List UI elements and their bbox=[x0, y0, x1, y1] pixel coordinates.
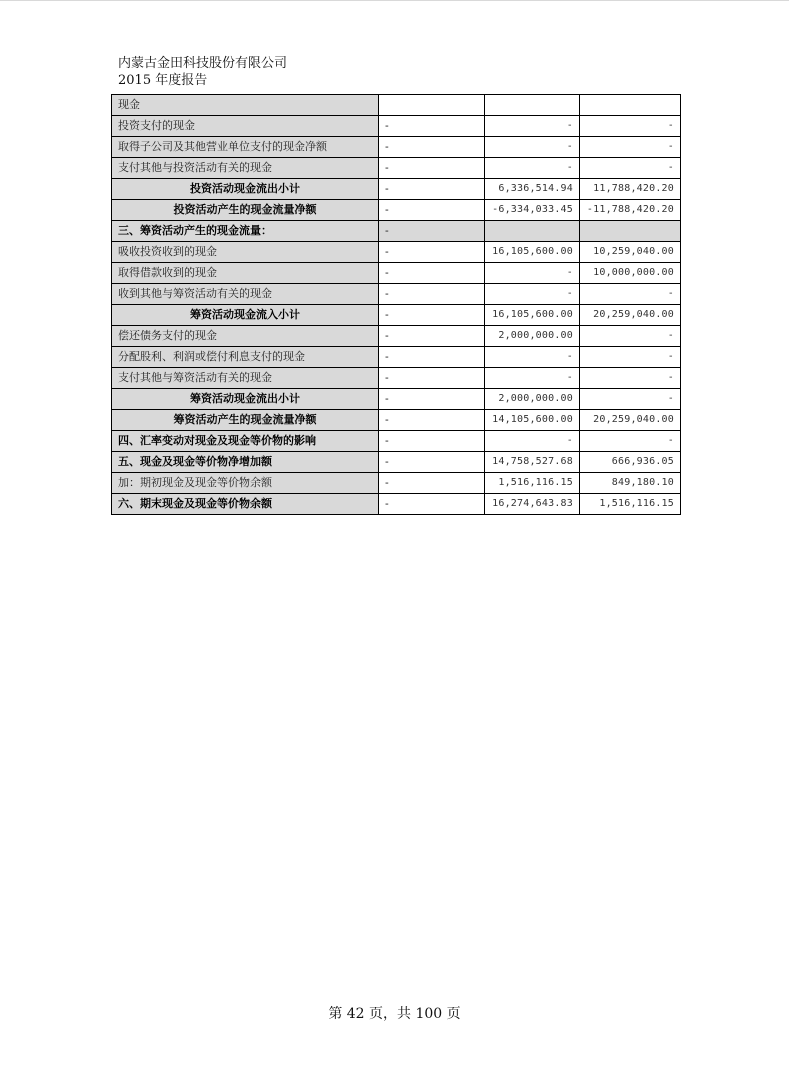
row-prior-amount: -11,788,420.20 bbox=[580, 200, 681, 221]
table-row bbox=[112, 305, 681, 326]
page-number: 第 42 页，共 100 页 bbox=[328, 1006, 461, 1022]
table-row bbox=[112, 158, 681, 179]
row-note: - bbox=[379, 410, 485, 431]
row-note bbox=[379, 95, 485, 116]
row-prior-amount: - bbox=[580, 368, 681, 389]
row-note: - bbox=[379, 242, 485, 263]
row-label: 取得借款收到的现金 bbox=[112, 263, 379, 284]
row-label: 支付其他与筹资活动有关的现金 bbox=[112, 368, 379, 389]
table-row bbox=[112, 263, 681, 284]
row-current-amount: 16,105,600.00 bbox=[485, 305, 580, 326]
row-current-amount: - bbox=[485, 116, 580, 137]
row-note: - bbox=[379, 200, 485, 221]
row-label: 分配股利、利润或偿付利息支付的现金 bbox=[112, 347, 379, 368]
row-note: - bbox=[379, 179, 485, 200]
row-label: 收到其他与筹资活动有关的现金 bbox=[112, 284, 379, 305]
row-note: - bbox=[379, 116, 485, 137]
row-prior-amount: - bbox=[580, 326, 681, 347]
row-label: 取得子公司及其他营业单位支付的现金净额 bbox=[112, 137, 379, 158]
table-row bbox=[112, 242, 681, 263]
table-row bbox=[112, 494, 681, 515]
row-note: - bbox=[379, 158, 485, 179]
row-note: - bbox=[379, 326, 485, 347]
row-note: - bbox=[379, 473, 485, 494]
row-note: - bbox=[379, 347, 485, 368]
row-current-amount: - bbox=[485, 137, 580, 158]
row-label: 六、期末现金及现金等价物余额 bbox=[112, 494, 379, 515]
row-current-amount: 16,105,600.00 bbox=[485, 242, 580, 263]
row-current-amount: - bbox=[485, 347, 580, 368]
row-label: 五、现金及现金等价物净增加额 bbox=[112, 452, 379, 473]
document-header bbox=[118, 55, 287, 89]
row-current-amount: 14,758,527.68 bbox=[485, 452, 580, 473]
row-note: - bbox=[379, 263, 485, 284]
table-row bbox=[112, 473, 681, 494]
table-row bbox=[112, 368, 681, 389]
row-prior-amount: - bbox=[580, 284, 681, 305]
row-current-amount: - bbox=[485, 431, 580, 452]
row-prior-amount: 11,788,420.20 bbox=[580, 179, 681, 200]
report-title: 2015 年度报告 bbox=[118, 73, 208, 88]
page-top-border bbox=[0, 0, 789, 1]
row-prior-amount: - bbox=[580, 137, 681, 158]
table-row bbox=[112, 179, 681, 200]
row-current-amount: 1,516,116.15 bbox=[485, 473, 580, 494]
table-row bbox=[112, 137, 681, 158]
row-note: - bbox=[379, 137, 485, 158]
row-note: - bbox=[379, 284, 485, 305]
row-note: - bbox=[379, 452, 485, 473]
row-label: 投资活动现金流出小计 bbox=[112, 179, 379, 200]
table-row bbox=[112, 452, 681, 473]
row-label: 筹资活动现金流入小计 bbox=[112, 305, 379, 326]
row-current-amount: - bbox=[485, 263, 580, 284]
row-prior-amount bbox=[580, 221, 681, 242]
row-label: 偿还债务支付的现金 bbox=[112, 326, 379, 347]
row-prior-amount: - bbox=[580, 431, 681, 452]
row-label: 筹资活动现金流出小计 bbox=[112, 389, 379, 410]
row-note: - bbox=[379, 431, 485, 452]
row-current-amount: - bbox=[485, 368, 580, 389]
table-row bbox=[112, 347, 681, 368]
cash-flow-table-body bbox=[112, 95, 681, 515]
row-prior-amount bbox=[580, 95, 681, 116]
table-row bbox=[112, 389, 681, 410]
row-current-amount: 16,274,643.83 bbox=[485, 494, 580, 515]
table-row bbox=[112, 326, 681, 347]
row-prior-amount: - bbox=[580, 347, 681, 368]
row-current-amount bbox=[485, 221, 580, 242]
row-prior-amount: - bbox=[580, 158, 681, 179]
row-note: - bbox=[379, 494, 485, 515]
row-prior-amount: 849,180.10 bbox=[580, 473, 681, 494]
row-label: 三、筹资活动产生的现金流量： bbox=[112, 221, 379, 242]
row-note: - bbox=[379, 305, 485, 326]
row-current-amount: -6,334,033.45 bbox=[485, 200, 580, 221]
row-current-amount: 6,336,514.94 bbox=[485, 179, 580, 200]
table-row bbox=[112, 200, 681, 221]
row-label: 投资支付的现金 bbox=[112, 116, 379, 137]
row-current-amount bbox=[485, 95, 580, 116]
row-current-amount: 14,105,600.00 bbox=[485, 410, 580, 431]
row-prior-amount: 1,516,116.15 bbox=[580, 494, 681, 515]
row-prior-amount: 20,259,040.00 bbox=[580, 410, 681, 431]
row-label: 筹资活动产生的现金流量净额 bbox=[112, 410, 379, 431]
table-row bbox=[112, 284, 681, 305]
row-label: 加：期初现金及现金等价物余额 bbox=[112, 473, 379, 494]
row-current-amount: - bbox=[485, 158, 580, 179]
row-note: - bbox=[379, 389, 485, 410]
row-prior-amount: - bbox=[580, 116, 681, 137]
row-prior-amount: - bbox=[580, 389, 681, 410]
table-row bbox=[112, 95, 681, 116]
table-row bbox=[112, 221, 681, 242]
company-name: 内蒙古金田科技股份有限公司 bbox=[118, 56, 288, 71]
row-current-amount: 2,000,000.00 bbox=[485, 326, 580, 347]
cash-flow-table bbox=[111, 94, 681, 515]
row-note: - bbox=[379, 221, 485, 242]
row-prior-amount: 10,259,040.00 bbox=[580, 242, 681, 263]
table-row bbox=[112, 116, 681, 137]
row-prior-amount: 666,936.05 bbox=[580, 452, 681, 473]
row-label: 四、汇率变动对现金及现金等价物的影响 bbox=[112, 431, 379, 452]
table-row bbox=[112, 431, 681, 452]
row-label: 现金 bbox=[112, 95, 379, 116]
row-current-amount: 2,000,000.00 bbox=[485, 389, 580, 410]
row-label: 支付其他与投资活动有关的现金 bbox=[112, 158, 379, 179]
row-label: 投资活动产生的现金流量净额 bbox=[112, 200, 379, 221]
row-prior-amount: 10,000,000.00 bbox=[580, 263, 681, 284]
row-note: - bbox=[379, 368, 485, 389]
row-label: 吸收投资收到的现金 bbox=[112, 242, 379, 263]
table-row bbox=[112, 410, 681, 431]
row-prior-amount: 20,259,040.00 bbox=[580, 305, 681, 326]
row-current-amount: - bbox=[485, 284, 580, 305]
